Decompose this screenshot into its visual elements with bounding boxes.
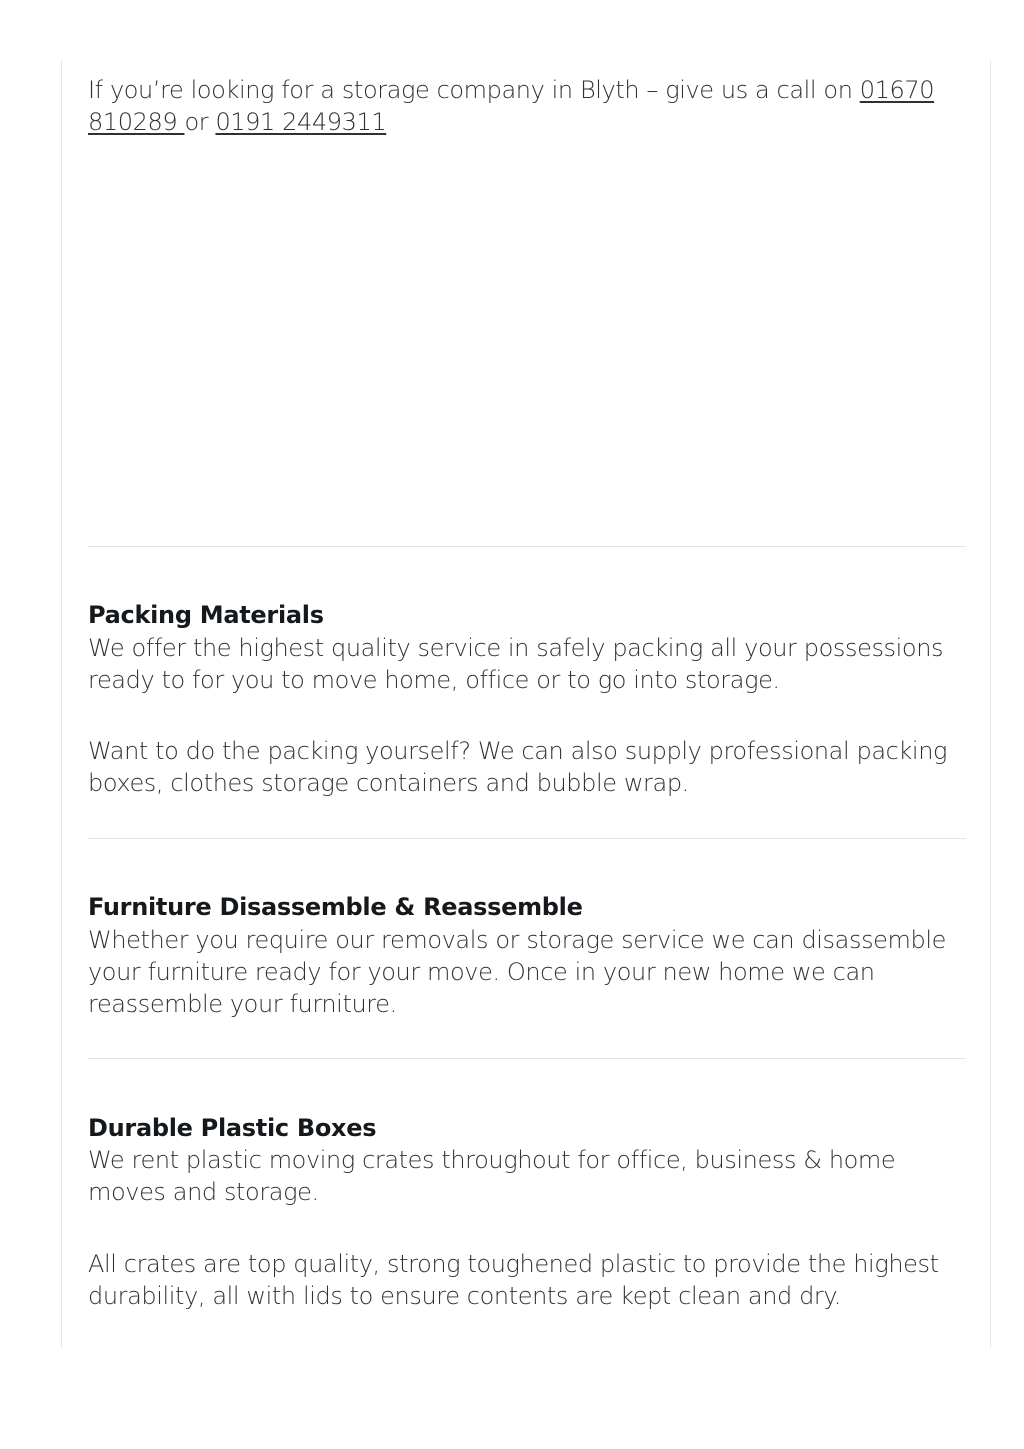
section-title-furniture: Furniture Disassemble & Reassemble — [88, 893, 583, 921]
intro-text: If you’re looking for a storage company in Blyth – give us a call on — [88, 76, 860, 104]
divider — [88, 838, 966, 839]
divider — [88, 1058, 966, 1059]
section-paragraph: We offer the highest quality service in safely packing all your possessions ready to for you to move home, office or to go into storage. — [88, 634, 944, 694]
phone-link-0191[interactable]: 0191 2449311 — [215, 108, 387, 136]
intro-or-text: or — [184, 108, 216, 136]
intro-paragraph — [88, 74, 968, 138]
section-title-packing-materials: Packing Materials — [88, 601, 324, 629]
section-paragraph: We rent plastic moving crates throughout for office, business & home moves and storage. — [88, 1146, 896, 1206]
section-title-plastic-boxes: Durable Plastic Boxes — [88, 1114, 377, 1142]
phone-link-01670[interactable]: 01670 810289 — [88, 76, 935, 136]
section-paragraph: All crates are top quality, strong toughened plastic to provide the highest durability, all with lids to ensure contents are kept clean and dry. — [88, 1250, 939, 1310]
section-paragraph: Whether you require our removals or storage service we can disassemble your furniture ready for your move. Once in your new home we can reassemble your furniture. — [88, 926, 946, 1018]
section-paragraph: Want to do the packing yourself? We can also supply professional packing boxes, clothes storage containers and bubble wrap. — [88, 737, 948, 797]
divider — [88, 546, 966, 547]
